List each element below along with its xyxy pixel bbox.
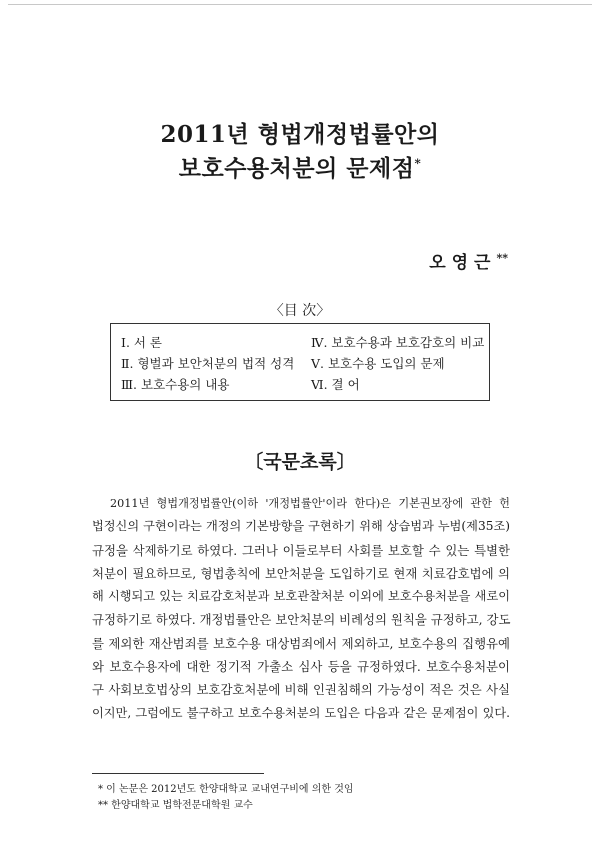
abstract-line: 와 보호수용자에 대한 정기적 가출소 심사 등을 규정하였다. 보호수용처분이 bbox=[92, 659, 510, 675]
title-footnote-mark: * bbox=[414, 156, 422, 171]
author-footnote-mark: ** bbox=[496, 251, 508, 265]
toc-item: Ⅵ. 결 어 bbox=[311, 377, 360, 392]
title-line-2 bbox=[0, 152, 600, 186]
abstract-line: 구 사회보호법상의 보호감호처분에 비해 인권침해의 가능성이 적은 것은 사실 bbox=[92, 682, 510, 698]
title-line-1: 2011년 형법개정법률안의 bbox=[160, 121, 440, 148]
abstract-line: 처분이 필요하므로, 형법총칙에 보안처분을 도입하기로 현재 치료감호법에 의 bbox=[92, 565, 510, 581]
abstract-line: 를 제외한 재산범죄를 보호수용 대상범죄에서 제외하고, 보호수용의 집행유예 bbox=[92, 635, 510, 651]
abstract-heading: 〔국문초록〕 bbox=[244, 451, 356, 473]
abstract-line: 규정하기로 하였다. 개정법률안은 보안처분의 비례성의 원칙을 규정하고, 강도 bbox=[92, 612, 511, 628]
toc-left-column bbox=[121, 332, 294, 395]
paper-title bbox=[0, 118, 600, 186]
author-name-text: 오영근 bbox=[429, 253, 497, 273]
footnote-divider bbox=[92, 773, 264, 774]
footnote-affiliation: ** 한양대학교 법학전문대학원 교수 bbox=[98, 800, 253, 811]
footnotes bbox=[98, 782, 354, 814]
author-name bbox=[429, 248, 508, 273]
abstract-body bbox=[92, 492, 510, 725]
toc-item: Ⅰ. 서 론 bbox=[121, 335, 163, 350]
abstract-line: 규정을 삭제하기로 하였다. 그러나 이들로부터 사회를 보호할 수 있는 특별한 bbox=[92, 542, 510, 558]
abstract-line: 2011년 형법개정법률안(이하 '개정법률안'이라 한다)은 기본권보장에 관한 헌 bbox=[110, 497, 510, 510]
title-line-2-text: 보호수용처분의 문제점 bbox=[178, 155, 415, 182]
footnote-funding: * 이 논문은 2012년도 한양대학교 교내연구비에 의한 것임 bbox=[98, 784, 354, 795]
toc-item: Ⅴ. 보호수용 도입의 문제 bbox=[311, 356, 445, 371]
abstract-line: 해 시행되고 있는 치료감호처분과 보호관찰처분 이외에 보호수용처분을 새로이 bbox=[92, 589, 510, 604]
toc-heading: 〈目 次〉 bbox=[269, 303, 331, 319]
toc-item: Ⅲ. 보호수용의 내용 bbox=[121, 377, 230, 392]
table-of-contents bbox=[110, 323, 490, 401]
toc-right-column bbox=[311, 332, 484, 395]
toc-item: Ⅱ. 형벌과 보안처분의 법적 성격 bbox=[121, 356, 295, 371]
toc-item: Ⅳ. 보호수용과 보호감호의 비교 bbox=[311, 335, 485, 350]
abstract-line: 이지만, 그럼에도 불구하고 보호수용처분의 도입은 다음과 같은 문제점이 있다. bbox=[92, 705, 510, 720]
abstract-line: 법정신의 구현이라는 개정의 기본방향을 구현하기 위해 상습범과 누범(제35조) bbox=[92, 519, 510, 534]
